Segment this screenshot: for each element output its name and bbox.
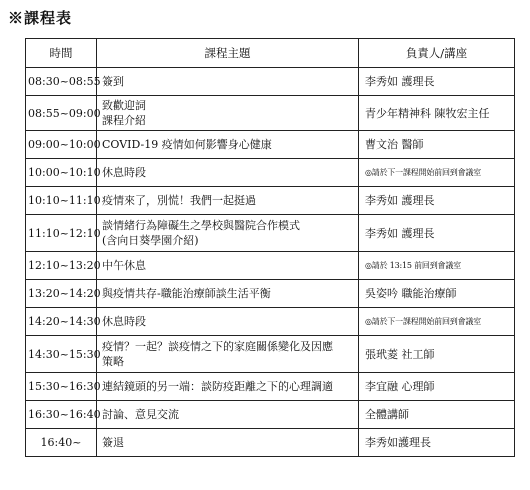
topic-line: 簽退 <box>102 436 124 449</box>
table-row <box>26 336 515 373</box>
time-cell: 11:10~12:10 <box>26 215 97 252</box>
table-row <box>26 252 515 280</box>
speaker-cell: 李宜融 心理師 <box>359 373 515 401</box>
topic-cell <box>97 252 359 280</box>
note-cell: ◎請於下一課程開始前回到會議室 <box>359 159 515 187</box>
note-cell: ◎請於下一課程開始前回到會議室 <box>359 308 515 336</box>
topic-line: 談情緒行為障礙生之學校與醫院合作模式 <box>102 219 300 232</box>
topic-cell <box>97 96 359 131</box>
column-header-time: 時間 <box>26 39 97 68</box>
topic-cell <box>97 215 359 252</box>
speaker-cell: 李秀如 護理長 <box>359 187 515 215</box>
schedule-table <box>25 38 515 457</box>
time-cell: 09:00~10:00 <box>26 131 97 159</box>
topic-line: 連結鏡頭的另一端：談防疫距離之下的心理調適 <box>102 380 333 393</box>
speaker-cell: 全體講師 <box>359 401 515 429</box>
table-row <box>26 308 515 336</box>
time-cell: 10:10~11:10 <box>26 187 97 215</box>
column-header-topic: 課程主題 <box>97 39 359 68</box>
topic-line: 策略 <box>102 355 124 368</box>
speaker-cell: 李秀如護理長 <box>359 429 515 457</box>
topic-cell <box>97 336 359 373</box>
table-row <box>26 159 515 187</box>
table-row <box>26 401 515 429</box>
table-header-row <box>26 39 515 68</box>
topic-line: 討論、意見交流 <box>102 408 179 421</box>
topic-line: (含向日葵學園介紹) <box>102 234 199 247</box>
topic-line: 與疫情共存-職能治療師談生活平衡 <box>102 287 271 300</box>
page-title: ※課程表 <box>8 9 73 27</box>
topic-line: 疫情？一起？談疫情之下的家庭關係變化及因應 <box>102 340 333 353</box>
time-cell: 15:30~16:30 <box>26 373 97 401</box>
time-cell: 10:00~10:10 <box>26 159 97 187</box>
time-cell: 08:55~09:00 <box>26 96 97 131</box>
topic-line: 簽到 <box>102 75 124 88</box>
speaker-cell: 青少年精神科 陳牧宏主任 <box>359 96 515 131</box>
table-row <box>26 215 515 252</box>
topic-cell <box>97 280 359 308</box>
note-cell: ◎請於 13:15 前回到會議室 <box>359 252 515 280</box>
speaker-cell: 吳姿吟 職能治療師 <box>359 280 515 308</box>
topic-line: COVID-19 疫情如何影響身心健康 <box>102 138 272 151</box>
table-row <box>26 280 515 308</box>
time-cell: 13:20~14:20 <box>26 280 97 308</box>
speaker-cell: 曹文治 醫師 <box>359 131 515 159</box>
time-cell: 16:40~ <box>26 429 97 457</box>
topic-cell <box>97 131 359 159</box>
table-row <box>26 96 515 131</box>
topic-line: 休息時段 <box>102 166 146 179</box>
topic-line: 課程介紹 <box>102 114 146 127</box>
topic-line: 疫情來了，別慌！我們一起挺過 <box>102 194 256 207</box>
column-header-person: 負責人/講座 <box>359 39 515 68</box>
time-cell: 14:30~15:30 <box>26 336 97 373</box>
topic-cell <box>97 308 359 336</box>
time-cell: 16:30~16:40 <box>26 401 97 429</box>
topic-cell <box>97 68 359 96</box>
speaker-cell: 李秀如 護理長 <box>359 68 515 96</box>
time-cell: 08:30~08:55 <box>26 68 97 96</box>
topic-cell <box>97 401 359 429</box>
topic-cell <box>97 373 359 401</box>
table-row <box>26 373 515 401</box>
table-row <box>26 429 515 457</box>
topic-cell <box>97 429 359 457</box>
speaker-cell: 張玳菱 社工師 <box>359 336 515 373</box>
topic-line: 中午休息 <box>102 259 146 272</box>
speaker-cell: 李秀如 護理長 <box>359 215 515 252</box>
time-cell: 14:20~14:30 <box>26 308 97 336</box>
table-row <box>26 187 515 215</box>
topic-cell <box>97 159 359 187</box>
topic-cell <box>97 187 359 215</box>
topic-line: 休息時段 <box>102 315 146 328</box>
table-row <box>26 131 515 159</box>
topic-line: 致歡迎詞 <box>102 99 146 112</box>
table-row <box>26 68 515 96</box>
time-cell: 12:10~13:20 <box>26 252 97 280</box>
